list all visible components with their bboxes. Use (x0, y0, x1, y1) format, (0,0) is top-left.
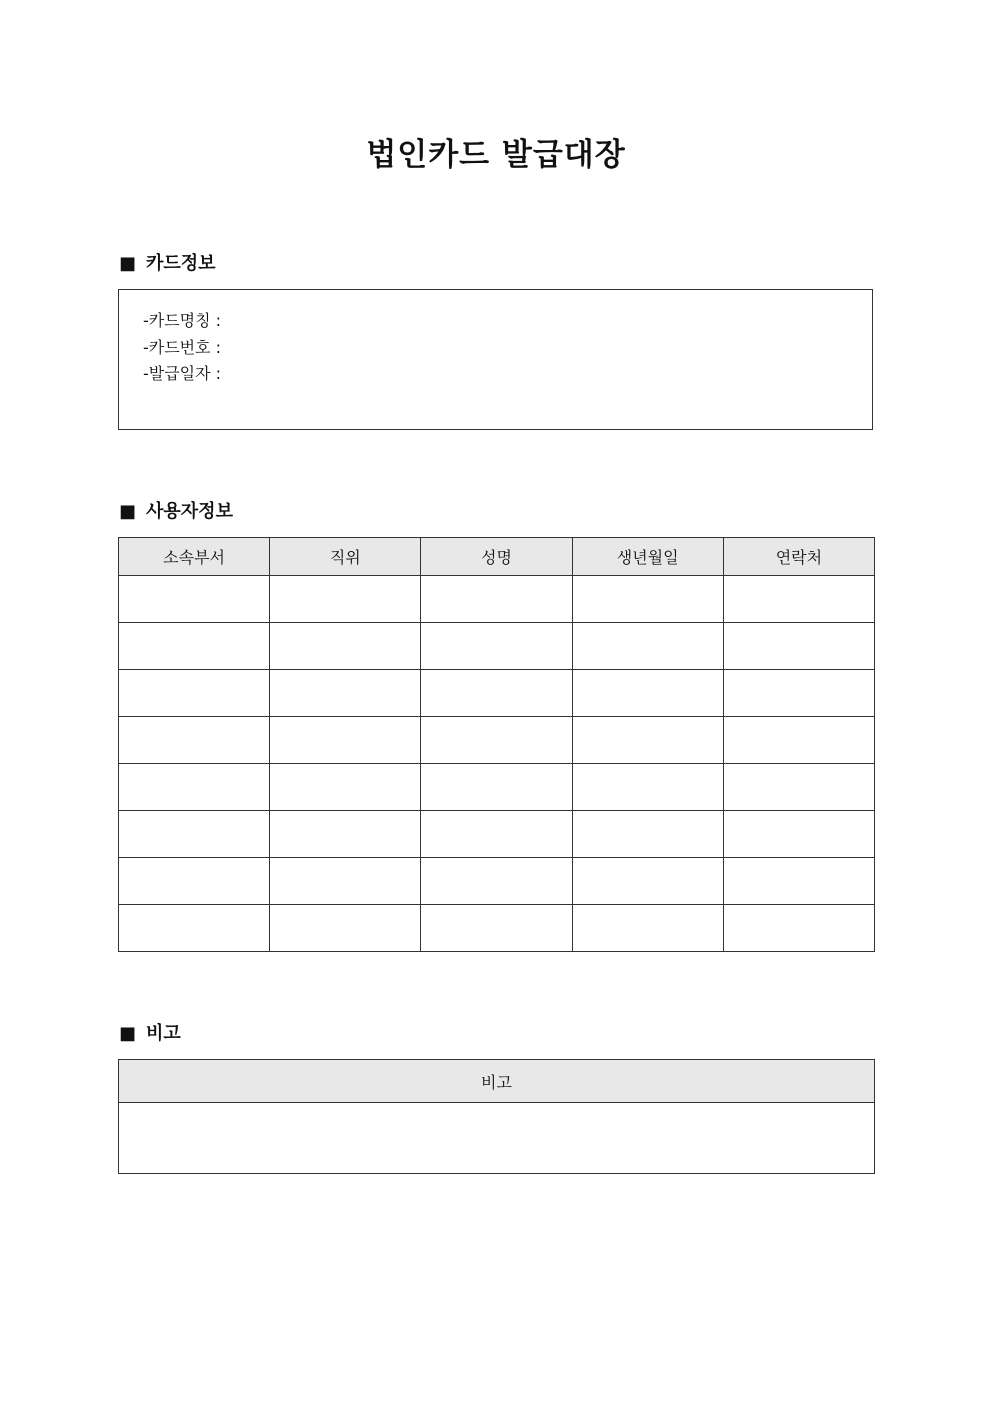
user-info-heading-label: 사용자정보 (146, 501, 233, 522)
table-row (119, 576, 875, 623)
table-cell[interactable] (119, 858, 270, 905)
table-cell[interactable] (723, 764, 874, 811)
table-cell[interactable] (119, 623, 270, 670)
table-cell[interactable] (723, 905, 874, 952)
issue-date-line[interactable]: -발급일자 : (143, 364, 222, 383)
column-header-contact: 연락처 (723, 538, 874, 576)
table-cell[interactable] (421, 576, 572, 623)
square-bullet-icon: ■ (119, 501, 137, 522)
table-row (119, 623, 875, 670)
table-cell[interactable] (119, 764, 270, 811)
table-cell[interactable] (723, 670, 874, 717)
table-cell[interactable] (421, 623, 572, 670)
table-cell[interactable] (421, 905, 572, 952)
remarks-heading-label: 비고 (146, 1023, 181, 1044)
card-name-line[interactable]: -카드명칭 : (143, 311, 222, 330)
table-cell[interactable] (572, 576, 723, 623)
table-cell[interactable] (572, 670, 723, 717)
table-cell[interactable] (421, 858, 572, 905)
table-cell[interactable] (421, 717, 572, 764)
table-header-row (119, 538, 875, 576)
table-cell[interactable] (270, 623, 421, 670)
table-cell[interactable] (723, 623, 874, 670)
table-cell[interactable] (572, 717, 723, 764)
table-cell[interactable] (119, 717, 270, 764)
table-header-row (119, 1060, 875, 1103)
table-cell[interactable] (572, 858, 723, 905)
table-cell[interactable] (723, 717, 874, 764)
table-cell[interactable] (270, 764, 421, 811)
table-row (119, 811, 875, 858)
table-cell[interactable] (421, 670, 572, 717)
table-cell[interactable] (572, 623, 723, 670)
card-number-line[interactable]: -카드번호 : (143, 337, 222, 357)
table-cell[interactable] (270, 670, 421, 717)
table-cell[interactable] (572, 764, 723, 811)
table-cell[interactable] (270, 811, 421, 858)
user-info-table (118, 537, 875, 952)
card-info-heading (119, 252, 216, 276)
square-bullet-icon: ■ (119, 1023, 137, 1044)
column-header-name: 성명 (421, 538, 572, 576)
table-cell[interactable] (270, 858, 421, 905)
table-cell[interactable] (723, 576, 874, 623)
table-cell[interactable] (119, 670, 270, 717)
table-cell[interactable] (270, 717, 421, 764)
table-cell[interactable] (572, 905, 723, 952)
table-cell[interactable] (723, 811, 874, 858)
column-header-remarks: 비고 (119, 1060, 875, 1103)
square-bullet-icon: ■ (119, 253, 137, 274)
table-row (119, 764, 875, 811)
table-row (119, 905, 875, 952)
column-header-position: 직위 (270, 538, 421, 576)
table-row (119, 670, 875, 717)
table-cell[interactable] (421, 811, 572, 858)
table-cell[interactable] (119, 811, 270, 858)
table-row (119, 717, 875, 764)
remarks-heading (119, 1022, 181, 1046)
table-cell[interactable] (119, 905, 270, 952)
card-info-heading-label: 카드정보 (146, 253, 216, 274)
column-header-department: 소속부서 (119, 538, 270, 576)
table-cell[interactable] (421, 764, 572, 811)
table-cell[interactable] (723, 858, 874, 905)
user-info-heading (119, 500, 233, 524)
page-title: 법인카드 발급대장 (366, 137, 626, 173)
table-cell[interactable] (270, 905, 421, 952)
remarks-cell[interactable] (119, 1103, 875, 1174)
table-cell[interactable] (119, 576, 270, 623)
remarks-table (118, 1059, 875, 1174)
table-cell[interactable] (270, 576, 421, 623)
table-row (119, 858, 875, 905)
card-info-box (118, 289, 873, 430)
table-row (119, 1103, 875, 1174)
table-cell[interactable] (572, 811, 723, 858)
column-header-birthdate: 생년월일 (572, 538, 723, 576)
